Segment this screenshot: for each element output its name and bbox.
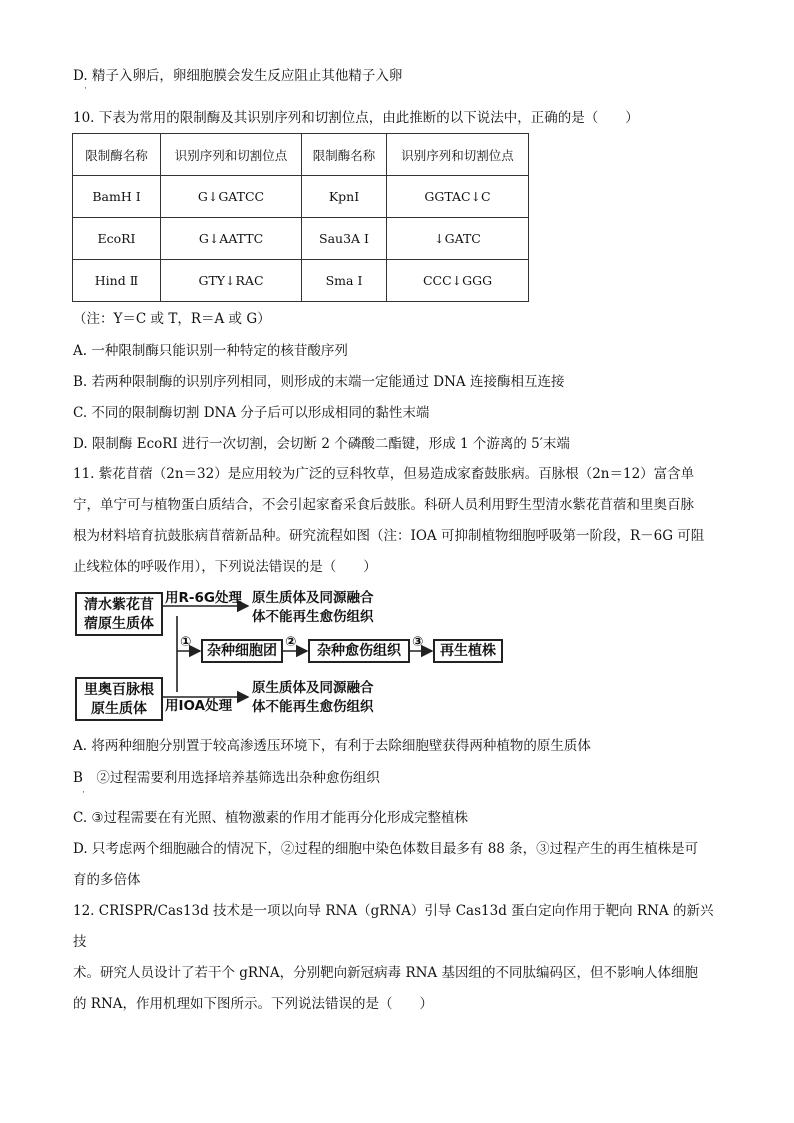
box-alfalfa-protoplast	[75, 592, 163, 636]
q11-stem-line: 11. 紫花苜蓿（2n＝32）是应用较为广泛的豆科牧草，但易造成家畜鼓胀病。百脉根（2n＝12）富含单	[73, 466, 695, 482]
r6g-treatment-label: 用R-6G处理	[165, 590, 242, 606]
ioa-treatment-label: 用IOA处理	[165, 698, 233, 714]
table-cell: KpnI	[302, 176, 387, 218]
q11-stem-line: 根为材料培育抗鼓胀病苜蓿新品种。研究流程如图（注：IOA 可抑制植物细胞呼吸第一阶段，R－6G 可阻	[73, 528, 705, 544]
top-result-line2: 体不能再生愈伤组织	[252, 609, 374, 625]
box-text: 原生质体	[91, 701, 147, 717]
step-marker-2: ②	[285, 634, 297, 650]
table-cell: CCC↓GGG	[387, 260, 529, 302]
q11-option-c: C. ③过程需要在有光照、植物激素的作用才能再分化形成完整植株	[73, 810, 469, 826]
bottom-result-line1: 原生质体及同源融合	[252, 680, 374, 696]
stray-dot: ·	[82, 788, 85, 798]
q10-option-a: A. 一种限制酶只能识别一种特定的核苷酸序列	[73, 343, 348, 359]
q12-stem-line: 术。研究人员设计了若干个 gRNA，分别靶向新冠病毒 RNA 基因组的不同肽编码区，但不影响人体细胞	[73, 965, 698, 981]
stray-dot: ·	[84, 84, 87, 94]
bottom-result-line2: 体不能再生愈伤组织	[252, 699, 374, 715]
table-cell: Hind Ⅱ	[73, 260, 161, 302]
q10-option-b: B. 若两种限制酶的识别序列相同，则形成的末端一定能通过 DNA 连接酶相互连接	[73, 374, 565, 390]
q9-option-d: D. 精子入卵后，卵细胞膜会发生反应阻止其他精子入卵	[73, 68, 403, 84]
table-cell: GTY↓RAC	[161, 260, 302, 302]
box-text: 蓿原生质体	[84, 616, 154, 632]
top-result-line1: 原生质体及同源融合	[252, 590, 374, 606]
table-header-cell: 限制酶名称	[73, 134, 161, 176]
table-cell: GGTAC↓C	[387, 176, 529, 218]
box-text: 里奥百脉根	[84, 682, 154, 698]
box-hybrid-cell-mass: 杂种细胞团	[201, 639, 283, 663]
table-cell: G↓GATCC	[161, 176, 302, 218]
q10-note: （注：Y＝C 或 T，R＝A 或 G）	[73, 311, 271, 327]
q11-option-b: B ②过程需要利用选择培养基筛选出杂种愈伤组织	[73, 770, 380, 786]
box-hybrid-callus: 杂种愈伤组织	[308, 639, 410, 663]
q12-stem-line: 12. CRISPR/Cas13d 技术是一项以向导 RNA（gRNA）引导 Cas13d 蛋白定向作用于靶向 RNA 的新兴技	[73, 903, 714, 950]
q12-stem-line: 的 RNA，作用机理如下图所示。下列说法错误的是（ ）	[73, 996, 434, 1012]
box-lyme-protoplast	[75, 677, 163, 721]
table-header-cell: 限制酶名称	[302, 134, 387, 176]
box-text: 清水紫花苜	[84, 597, 154, 613]
q11-stem-line: 止线粒体的呼吸作用），下列说法错误的是（ ）	[73, 559, 377, 575]
table-cell: EcoRI	[73, 218, 161, 260]
q11-stem-line: 宁，单宁可与植物蛋白质结合，不会引起家畜采食后鼓胀。科研人员利用野生型清水紫花苜蓿和里奥百脉	[73, 497, 694, 513]
q11-option-a: A. 将两种细胞分别置于较高渗透压环境下，有利于去除细胞壁获得两种植物的原生质体	[73, 738, 591, 754]
q11-option-d	[73, 834, 723, 896]
q10-option-d: D. 限制酶 EcoRI 进行一次切割，会切断 2 个磷酸二酯键，形成 1 个游离的 5′末端	[73, 436, 570, 452]
table-cell: ↓GATC	[387, 218, 529, 260]
q10-stem: 10. 下表为常用的限制酶及其识别序列和切割位点，由此推断的以下说法中，正确的是（ ）	[73, 110, 639, 126]
table-cell: BamH Ⅰ	[73, 176, 161, 218]
table-cell: Sau3A Ⅰ	[302, 218, 387, 260]
q12-stem	[73, 896, 723, 1020]
table-cell: G↓AATTC	[161, 218, 302, 260]
step-marker-3: ③	[412, 634, 424, 650]
table-header-cell: 识别序列和切割位点	[387, 134, 529, 176]
step-marker-1: ①	[180, 634, 192, 650]
q10-option-c: C. 不同的限制酶切割 DNA 分子后可以形成相同的黏性末端	[73, 405, 430, 421]
table-cell: Sma Ⅰ	[302, 260, 387, 302]
option-line: 育的多倍体	[73, 872, 141, 888]
table-header-cell: 识别序列和切割位点	[161, 134, 302, 176]
box-regenerated-plant: 再生植株	[433, 639, 503, 663]
option-line: D. 只考虑两个细胞融合的情况下，②过程的细胞中染色体数目最多有 88 条，③过程产生的再生植株是可	[73, 841, 699, 857]
